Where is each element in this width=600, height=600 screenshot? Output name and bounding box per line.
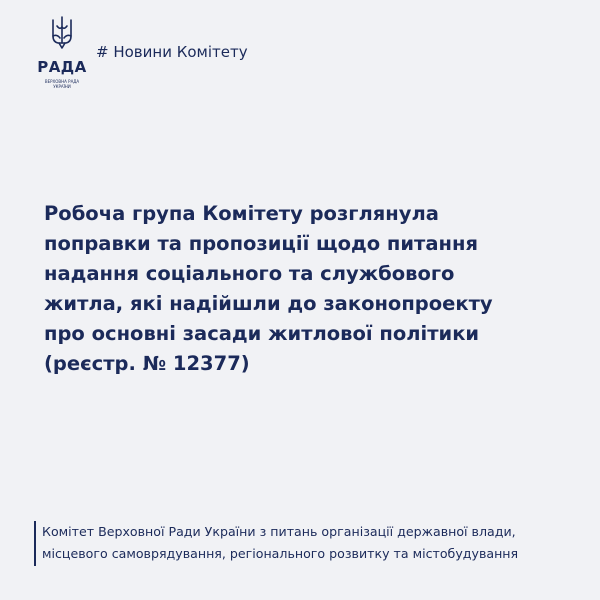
rada-logo[interactable]	[32, 16, 92, 92]
headline-line: поправки та пропозиції щодо питання	[44, 232, 478, 255]
logo-subtitle: ВЕРХОВНА РАДА УКРАЇНИ	[44, 79, 80, 89]
headline-line: про основні засади житлової політики	[44, 322, 480, 345]
trident-icon	[51, 16, 73, 50]
footer-line: Комітет Верховної Ради України з питань організації державної влади,	[42, 524, 516, 539]
news-hashtag[interactable]: # Новини Комітету	[96, 43, 248, 61]
headline-line: Робоча група Комітету розглянула	[44, 202, 439, 225]
headline-line: житла, які надійшли до законопроекту	[44, 292, 493, 315]
headline	[44, 199, 544, 379]
committee-footer	[34, 521, 518, 566]
headline-line: надання соціального та службового	[44, 262, 455, 285]
footer-line: місцевого самоврядування, регіонального розвитку та містобудування	[42, 546, 519, 561]
logo-wordmark: РАДА	[37, 58, 87, 76]
headline-line: (реєстр. № 12377)	[44, 352, 250, 375]
